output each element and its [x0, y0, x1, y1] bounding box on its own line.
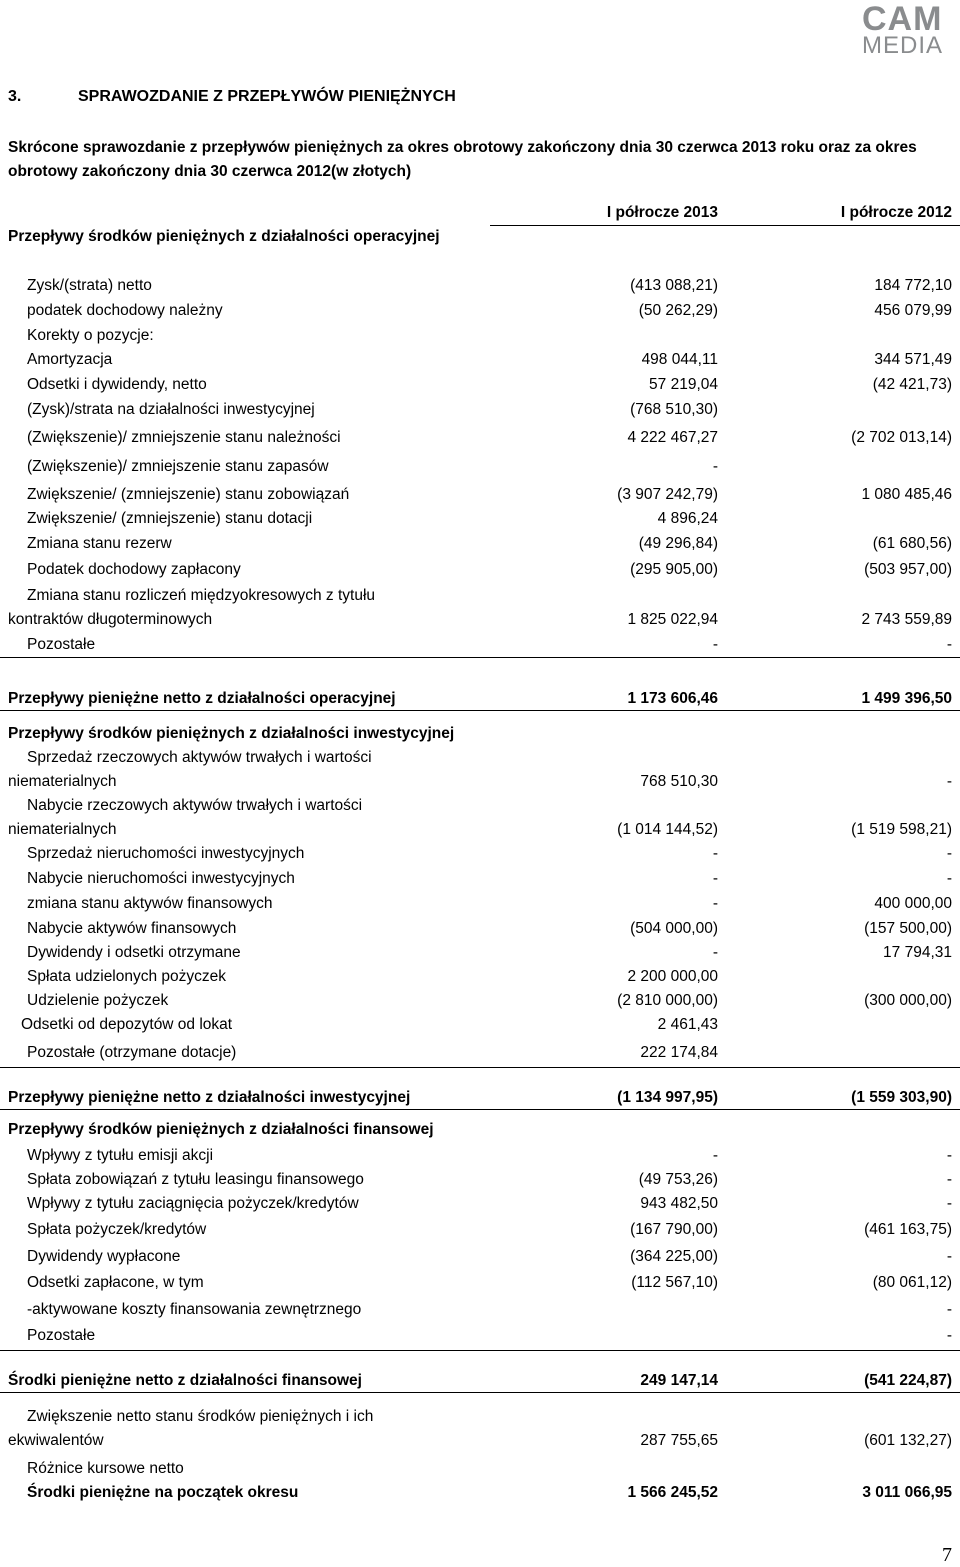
value-2013: 287 755,65	[640, 1432, 718, 1449]
row-label: Podatek dochodowy zapłacony	[27, 561, 241, 578]
row-label: podatek dochodowy należny	[27, 302, 223, 319]
value-2013: (112 567,10)	[631, 1274, 718, 1291]
value-2012: (2 702 013,14)	[851, 429, 952, 446]
row-label: Dywidendy i odsetki otrzymane	[27, 944, 241, 961]
value-2013: 249 147,14	[640, 1372, 718, 1389]
financing-total-row	[0, 1369, 960, 1393]
row-label: Środki pieniężne na początek okresu	[27, 1484, 299, 1501]
table-row	[0, 1324, 960, 1348]
value-2013: (1 014 144,52)	[617, 821, 718, 838]
divider	[0, 1067, 960, 1068]
value-2012: -	[946, 1248, 952, 1265]
value-2013: -	[712, 895, 718, 912]
row-label-line2: ekwiwalentów	[8, 1432, 104, 1449]
value-2012: (61 680,56)	[872, 535, 952, 552]
row-label: Zwiększenie/ (zmniejszenie) stanu zobowiązań	[27, 486, 350, 503]
value-2012: -	[946, 636, 952, 653]
row-label-line1: Zmiana stanu rozliczeń międzyokresowych z tytułu	[27, 587, 376, 604]
value-2012: 1 499 396,50	[861, 690, 952, 707]
investing-total-row	[0, 1086, 960, 1110]
table-row	[0, 746, 960, 794]
row-label-line1: Sprzedaż rzeczowych aktywów trwałych i wartości	[27, 749, 372, 766]
row-label: Odsetki zapłacone, w tym	[27, 1274, 204, 1291]
row-label: Spłata zobowiązań z tytułu leasingu finansowego	[27, 1171, 364, 1188]
table-row	[0, 633, 960, 657]
value-2012: (157 500,00)	[864, 920, 952, 937]
value-2013: (1 134 997,95)	[617, 1089, 718, 1106]
operating-total-row	[0, 687, 960, 711]
row-label: Odsetki od depozytów od lokat	[21, 1016, 233, 1033]
value-2013: 943 482,50	[640, 1195, 718, 1212]
table-row	[0, 584, 960, 632]
row-label	[8, 584, 448, 632]
value-2013: (364 225,00)	[630, 1248, 718, 1265]
row-label: Sprzedaż nieruchomości inwestycyjnych	[27, 845, 305, 862]
table-row	[0, 1041, 960, 1065]
value-2012: 1 080 485,46	[861, 486, 952, 503]
value-2013: 2 461,43	[657, 1016, 718, 1033]
table-row	[0, 455, 960, 479]
divider	[0, 657, 960, 658]
table-row	[0, 1298, 960, 1322]
row-label: Przepływy pieniężne netto z działalności operacyjnej	[8, 690, 396, 707]
table-row	[0, 1192, 960, 1216]
value-2013: 222 174,84	[640, 1044, 718, 1061]
row-label-line2: niematerialnych	[8, 821, 117, 838]
table-row	[0, 842, 960, 866]
row-label: Nabycie nieruchomości inwestycyjnych	[27, 870, 295, 887]
divider	[0, 1392, 960, 1393]
row-label: (Zysk)/strata na działalności inwestycyjnej	[27, 401, 315, 418]
table-row	[0, 1271, 960, 1295]
value-2012: -	[946, 1171, 952, 1188]
table-row	[0, 398, 960, 422]
value-2013: (295 905,00)	[630, 561, 718, 578]
row-label: Zysk/(strata) netto	[27, 277, 152, 294]
row-label-line1: Zwiększenie netto stanu środków pieniężnych i ich	[27, 1408, 374, 1425]
divider	[0, 1109, 960, 1110]
logo-line2: MEDIA	[862, 32, 944, 59]
value-2012: 400 000,00	[874, 895, 952, 912]
row-label: Zwiększenie/ (zmniejszenie) stanu dotacji	[27, 510, 313, 527]
value-2013: (167 790,00)	[630, 1221, 718, 1238]
value-2013: 1 825 022,94	[627, 611, 718, 628]
row-label	[8, 746, 448, 794]
table-row	[0, 532, 960, 556]
value-2012: -	[946, 1195, 952, 1212]
value-2012: (461 163,75)	[864, 1221, 952, 1238]
value-2012: 2 743 559,89	[861, 611, 952, 628]
value-2013: (2 810 000,00)	[617, 992, 718, 1009]
value-2013: 4 222 467,27	[627, 429, 718, 446]
table-row	[0, 274, 960, 298]
value-2012: (541 224,87)	[864, 1372, 952, 1389]
value-2013: (413 088,21)	[630, 277, 718, 294]
table-row	[0, 507, 960, 531]
value-2012: (1 559 303,90)	[851, 1089, 952, 1106]
value-2012: (503 957,00)	[864, 561, 952, 578]
table-row	[0, 324, 960, 348]
value-2013: -	[712, 870, 718, 887]
value-2012: (601 132,27)	[864, 1432, 952, 1449]
table-row	[0, 373, 960, 397]
table-row	[0, 1168, 960, 1192]
value-2013: (504 000,00)	[630, 920, 718, 937]
row-label: Pozostałe	[27, 1327, 96, 1344]
value-2013: 1 566 245,52	[627, 1484, 718, 1501]
table-row	[0, 558, 960, 582]
value-2012: 17 794,31	[883, 944, 952, 961]
row-label: Spłata udzielonych pożyczek	[27, 968, 227, 985]
value-2013: (50 262,29)	[638, 302, 718, 319]
table-row	[0, 299, 960, 323]
table-row	[0, 794, 960, 842]
table-row	[0, 426, 960, 450]
value-2012: (300 000,00)	[864, 992, 952, 1009]
row-label: Amortyzacja	[27, 351, 113, 368]
value-2012: -	[946, 1327, 952, 1344]
row-label: Udzielenie pożyczek	[27, 992, 169, 1009]
value-2012: 184 772,10	[874, 277, 952, 294]
investing-heading: Przepływy środków pieniężnych z działalności inwestycyjnej	[8, 725, 455, 742]
row-label: Odsetki i dywidendy, netto	[27, 376, 207, 393]
value-2013: 1 173 606,46	[627, 690, 718, 707]
fx-differences-row	[0, 1457, 960, 1481]
table-row	[0, 1013, 960, 1037]
table-row	[0, 483, 960, 507]
value-2013: (49 753,26)	[638, 1171, 718, 1188]
column-header-2012: I półrocze 2012	[840, 204, 952, 221]
row-label: Nabycie aktywów finansowych	[27, 920, 237, 937]
divider	[0, 710, 960, 711]
value-2013: (768 510,30)	[630, 401, 718, 418]
row-label: Spłata pożyczek/kredytów	[27, 1221, 207, 1238]
value-2012: (42 421,73)	[872, 376, 952, 393]
value-2013: 498 044,11	[641, 351, 718, 368]
page-number: 7	[942, 1544, 952, 1566]
row-label-line1: Nabycie rzeczowych aktywów trwałych i wartości	[27, 797, 363, 814]
row-label: (Zwiększenie)/ zmniejszenie stanu należności	[27, 429, 341, 446]
table-row	[0, 917, 960, 941]
section-title: SPRAWOZDANIE Z PRZEPŁYWÓW PIENIĘŻNYCH	[78, 88, 456, 105]
row-label-line2: niematerialnych	[8, 773, 117, 790]
row-label: -aktywowane koszty finansowania zewnętrznego	[27, 1301, 362, 1318]
column-header-rule	[490, 225, 960, 226]
value-2013: 768 510,30	[640, 773, 718, 790]
value-2012: (80 061,12)	[872, 1274, 952, 1291]
row-label: (Zwiększenie)/ zmniejszenie stanu zapasów	[27, 458, 329, 475]
table-row	[0, 965, 960, 989]
value-2013: -	[712, 845, 718, 862]
table-row	[0, 867, 960, 891]
value-2013: -	[712, 458, 718, 475]
row-label: Pozostałe (otrzymane dotacje)	[27, 1044, 237, 1061]
operating-heading: Przepływy środków pieniężnych z działalności operacyjnej	[8, 228, 440, 245]
value-2013: (49 296,84)	[638, 535, 718, 552]
value-2013: 2 200 000,00	[627, 968, 718, 985]
table-row	[0, 1144, 960, 1168]
opening-cash-row	[0, 1481, 960, 1505]
table-row	[0, 1218, 960, 1242]
value-2012: 456 079,99	[874, 302, 952, 319]
value-2012: (1 519 598,21)	[851, 821, 952, 838]
value-2013: -	[712, 1147, 718, 1164]
table-row	[0, 989, 960, 1013]
statement-subtitle: Skrócone sprawozdanie z przepływów pieniężnych za okres obrotowy zakończony dnia 30 czerwca 2013 roku oraz za okres obrotowy zakończony dnia 30 czerwca 2012(w złotych)	[8, 139, 917, 180]
row-label: Wpływy z tytułu zaciągnięcia pożyczek/kredytów	[27, 1195, 359, 1212]
value-2012: 344 571,49	[874, 351, 952, 368]
row-label: zmiana stanu aktywów finansowych	[27, 895, 273, 912]
table-row	[0, 892, 960, 916]
value-2012: -	[946, 845, 952, 862]
row-label: Zmiana stanu rezerw	[27, 535, 172, 552]
table-row	[0, 1245, 960, 1269]
table-row	[0, 941, 960, 965]
value-2012: 3 011 066,95	[862, 1484, 952, 1501]
row-label-line2: kontraktów długoterminowych	[8, 611, 213, 628]
section-number: 3.	[8, 88, 22, 105]
row-label: Wpływy z tytułu emisji akcji	[27, 1147, 214, 1164]
value-2012: -	[946, 1301, 952, 1318]
row-label	[8, 1405, 448, 1453]
column-header-2013: I półrocze 2013	[606, 204, 718, 221]
value-2013: 57 219,04	[649, 376, 718, 393]
row-label: Pozostałe	[27, 636, 96, 653]
logo-line1: CAM	[862, 0, 943, 38]
row-label	[8, 794, 448, 842]
value-2013: (3 907 242,79)	[617, 486, 718, 503]
table-row	[0, 348, 960, 372]
value-2013: -	[712, 636, 718, 653]
value-2013: -	[712, 944, 718, 961]
row-label: Przepływy pieniężne netto z działalności inwestycyjnej	[8, 1089, 411, 1106]
row-label: Środki pieniężne netto z działalności finansowej	[8, 1372, 362, 1389]
financing-heading: Przepływy środków pieniężnych z działalności finansowej	[8, 1121, 434, 1138]
value-2012: -	[946, 1147, 952, 1164]
value-2012: -	[946, 773, 952, 790]
row-label: Dywidendy wypłacone	[27, 1248, 181, 1265]
divider	[0, 1350, 960, 1351]
section-heading	[8, 88, 456, 106]
row-label: Różnice kursowe netto	[27, 1460, 184, 1477]
cam-media-logo	[862, 2, 954, 58]
row-label: Korekty o pozycje:	[27, 327, 154, 344]
value-2012: -	[946, 870, 952, 887]
net-increase-row	[0, 1405, 960, 1453]
value-2013: 4 896,24	[657, 510, 718, 527]
